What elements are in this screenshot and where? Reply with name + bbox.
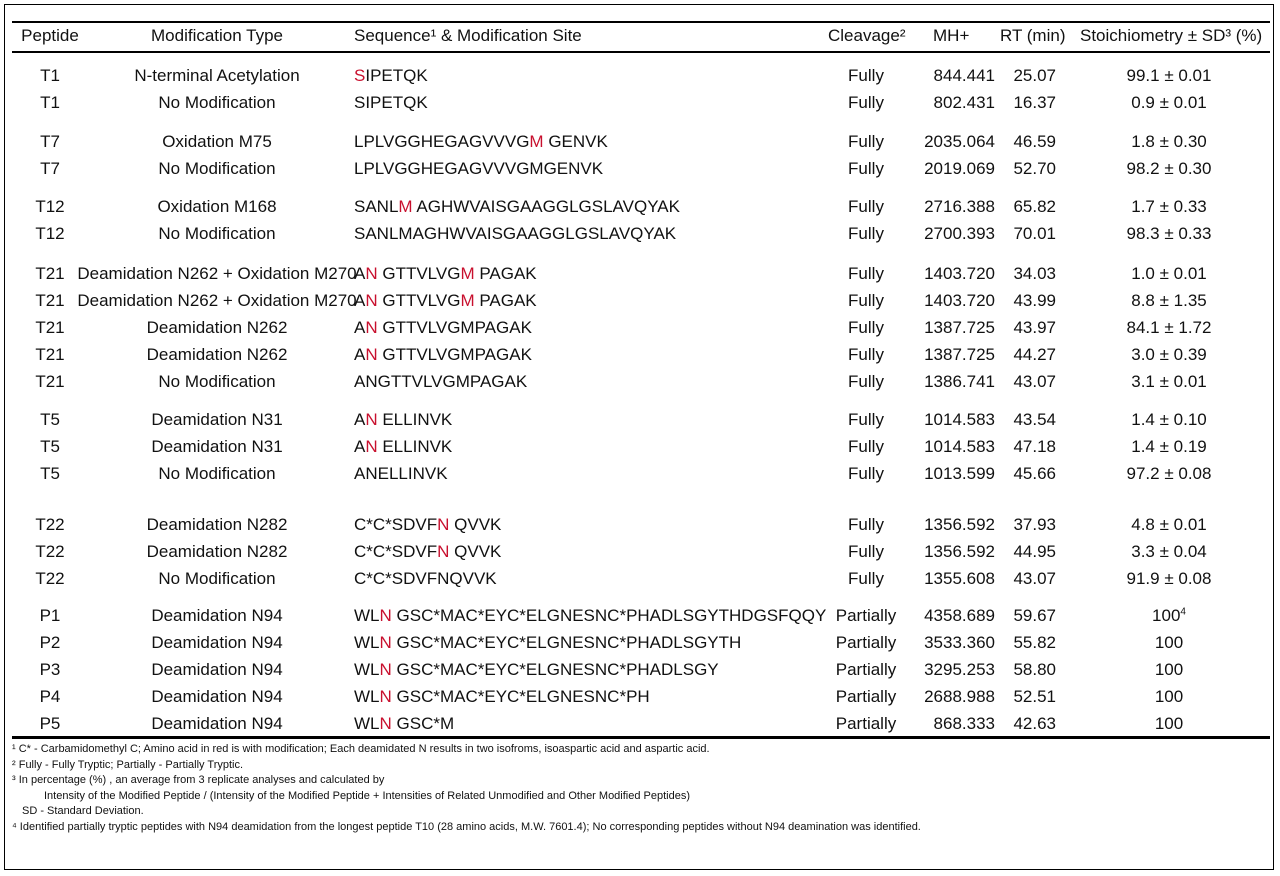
cell-modification-type: Deamidation N94 bbox=[151, 633, 283, 652]
cell-sequence bbox=[354, 633, 741, 653]
cell-peptide: P4 bbox=[39, 687, 61, 706]
header-cleavage: Cleavage² bbox=[828, 26, 906, 45]
cell-rt: 43.07 bbox=[1013, 569, 1056, 588]
footnote-3-formula: Intensity of the Modified Peptide / (Intensity of the Modified Peptide + Intensities of Related Unmodified and Other Modified Peptides) bbox=[44, 789, 691, 802]
cell-peptide: T22 bbox=[35, 542, 65, 561]
table-row bbox=[0, 345, 1280, 369]
cell-mh: 4358.689 bbox=[924, 606, 995, 625]
cell-mh: 3533.360 bbox=[924, 633, 995, 652]
sequence-segment: QVVK bbox=[449, 542, 502, 561]
cell-rt: 43.99 bbox=[1013, 291, 1056, 310]
sequence-segment: SIPETQK bbox=[354, 93, 428, 112]
sequence-segment: ELLINVK bbox=[377, 437, 453, 456]
table-row bbox=[0, 606, 1280, 630]
cell-mh: 2019.069 bbox=[924, 159, 995, 178]
sequence-segment: GENVK bbox=[543, 132, 608, 151]
sequence-segment: C*C*SDVF bbox=[354, 515, 438, 534]
cell-sequence bbox=[354, 606, 826, 626]
cell-sequence bbox=[354, 687, 650, 707]
cell-stoichiometry bbox=[1078, 345, 1260, 365]
cell-mh: 2716.388 bbox=[924, 197, 995, 216]
table-row bbox=[0, 569, 1280, 593]
sequence-segment: IPETQK bbox=[365, 66, 428, 85]
table-row bbox=[0, 132, 1280, 156]
cell-peptide: P2 bbox=[39, 633, 61, 652]
cell-rt: 47.18 bbox=[1013, 437, 1056, 456]
stoichiometry-value: 100 bbox=[1154, 633, 1184, 652]
sequence-segment: WL bbox=[354, 606, 380, 625]
cell-cleavage: Fully bbox=[848, 437, 884, 456]
cell-rt: 25.07 bbox=[1013, 66, 1056, 85]
cell-rt: 58.80 bbox=[1013, 660, 1056, 679]
cell-modification-type: No Modification bbox=[158, 93, 276, 112]
sequence-segment: A bbox=[354, 318, 366, 337]
cell-stoichiometry bbox=[1078, 197, 1260, 217]
cell-mh: 2035.064 bbox=[924, 132, 995, 151]
table-row bbox=[0, 159, 1280, 183]
header-rt: RT (min) bbox=[1000, 26, 1066, 45]
modified-residue: N bbox=[379, 633, 392, 652]
stoichiometry-value: 1.7 ± 0.33 bbox=[1131, 197, 1207, 216]
cell-cleavage: Fully bbox=[848, 264, 884, 283]
cell-stoichiometry bbox=[1078, 687, 1260, 707]
footnote-marker: 4 bbox=[1180, 606, 1186, 618]
modified-residue: N bbox=[379, 687, 392, 706]
cell-peptide: T12 bbox=[35, 224, 65, 243]
sequence-segment: GTTVLVG bbox=[377, 291, 461, 310]
cell-rt: 52.51 bbox=[1013, 687, 1056, 706]
sequence-segment: A bbox=[354, 437, 366, 456]
cell-stoichiometry bbox=[1078, 93, 1260, 113]
sequence-segment: A bbox=[354, 291, 366, 310]
table-row bbox=[0, 542, 1280, 566]
cell-cleavage: Fully bbox=[848, 372, 884, 391]
modified-residue: N bbox=[437, 542, 450, 561]
modified-residue: N bbox=[379, 606, 392, 625]
cell-sequence bbox=[354, 464, 448, 484]
cell-cleavage: Fully bbox=[848, 132, 884, 151]
cell-stoichiometry bbox=[1078, 159, 1260, 179]
cell-rt: 65.82 bbox=[1013, 197, 1056, 216]
cell-mh: 1014.583 bbox=[924, 410, 995, 429]
table-row bbox=[0, 714, 1280, 738]
cell-peptide: T21 bbox=[35, 372, 65, 391]
cell-cleavage: Fully bbox=[848, 197, 884, 216]
cell-cleavage: Partially bbox=[835, 606, 897, 625]
cell-peptide: T7 bbox=[40, 132, 60, 151]
sequence-segment: C*C*SDVFNQVVK bbox=[354, 569, 497, 588]
stoichiometry-value: 91.9 ± 0.08 bbox=[1126, 569, 1212, 588]
cell-modification-type: Deamidation N31 bbox=[151, 410, 283, 429]
cell-cleavage: Fully bbox=[848, 569, 884, 588]
cell-modification-type: Deamidation N262 bbox=[146, 345, 288, 364]
cell-stoichiometry bbox=[1078, 542, 1260, 562]
sequence-segment: WL bbox=[354, 714, 380, 733]
cell-stoichiometry bbox=[1078, 464, 1260, 484]
cell-peptide: T21 bbox=[35, 345, 65, 364]
cell-modification-type: Oxidation M75 bbox=[162, 132, 272, 151]
cell-cleavage: Fully bbox=[848, 318, 884, 337]
cell-mh: 868.333 bbox=[933, 714, 995, 733]
cell-mh: 1014.583 bbox=[924, 437, 995, 456]
sequence-segment: GSC*MAC*EYC*ELGNESNC*PHADLSGYTHDGSFQQY bbox=[391, 606, 827, 625]
bottom-rule bbox=[12, 736, 1270, 739]
cell-stoichiometry bbox=[1078, 372, 1260, 392]
cell-sequence bbox=[354, 569, 497, 589]
modified-residue: N bbox=[379, 714, 392, 733]
stoichiometry-value: 1.8 ± 0.30 bbox=[1131, 132, 1207, 151]
cell-rt: 44.95 bbox=[1013, 542, 1056, 561]
sequence-segment: ELLINVK bbox=[377, 410, 453, 429]
cell-sequence bbox=[354, 264, 537, 284]
cell-peptide: T5 bbox=[40, 410, 60, 429]
cell-peptide: T5 bbox=[40, 464, 60, 483]
cell-cleavage: Partially bbox=[835, 714, 897, 733]
cell-rt: 42.63 bbox=[1013, 714, 1056, 733]
cell-rt: 59.67 bbox=[1013, 606, 1056, 625]
stoichiometry-value: 100 bbox=[1154, 660, 1184, 679]
sequence-segment: GTTVLVGMPAGAK bbox=[377, 318, 532, 337]
cell-rt: 45.66 bbox=[1013, 464, 1056, 483]
modified-residue: N bbox=[379, 660, 392, 679]
footnote-3-sd: SD - Standard Deviation. bbox=[22, 805, 144, 817]
footnote-3: ³ In percentage (%) , an average from 3 replicate analyses and calculated by bbox=[12, 774, 385, 786]
sequence-segment: WL bbox=[354, 687, 380, 706]
table-row bbox=[0, 464, 1280, 488]
header-rule bbox=[12, 51, 1270, 53]
header-peptide: Peptide bbox=[21, 26, 79, 45]
cell-cleavage: Fully bbox=[848, 159, 884, 178]
cell-rt: 44.27 bbox=[1013, 345, 1056, 364]
modified-residue: N bbox=[365, 264, 378, 283]
cell-rt: 16.37 bbox=[1013, 93, 1056, 112]
stoichiometry-value: 98.3 ± 0.33 bbox=[1126, 224, 1212, 243]
table-row bbox=[0, 93, 1280, 117]
sequence-segment: GSC*MAC*EYC*ELGNESNC*PH bbox=[391, 687, 650, 706]
cell-stoichiometry bbox=[1078, 714, 1260, 734]
table-row bbox=[0, 224, 1280, 248]
stoichiometry-value: 1.4 ± 0.10 bbox=[1131, 410, 1207, 429]
header-sequence: Sequence¹ & Modification Site bbox=[354, 26, 582, 45]
cell-peptide: T7 bbox=[40, 159, 60, 178]
stoichiometry-value: 3.1 ± 0.01 bbox=[1131, 372, 1207, 391]
sequence-segment: A bbox=[354, 264, 366, 283]
table-row bbox=[0, 410, 1280, 434]
cell-sequence bbox=[354, 66, 428, 86]
table-row bbox=[0, 660, 1280, 684]
cell-modification-type: No Modification bbox=[158, 464, 276, 483]
cell-mh: 1403.720 bbox=[924, 264, 995, 283]
stoichiometry-value: 84.1 ± 1.72 bbox=[1126, 318, 1212, 337]
cell-stoichiometry bbox=[1078, 633, 1260, 653]
header-stoichiometry: Stoichiometry ± SD³ (%) bbox=[1080, 26, 1263, 45]
modified-residue: N bbox=[365, 410, 378, 429]
modified-residue: N bbox=[365, 345, 378, 364]
cell-cleavage: Partially bbox=[835, 633, 897, 652]
cell-cleavage: Fully bbox=[848, 345, 884, 364]
table-row bbox=[0, 291, 1280, 315]
sequence-segment: LPLVGGHEGAGVVVG bbox=[354, 132, 530, 151]
cell-sequence bbox=[354, 93, 428, 113]
cell-stoichiometry bbox=[1078, 224, 1260, 244]
stoichiometry-value: 8.8 ± 1.35 bbox=[1131, 291, 1207, 310]
stoichiometry-value: 99.1 ± 0.01 bbox=[1126, 66, 1212, 85]
cell-mh: 1387.725 bbox=[924, 318, 995, 337]
sequence-segment: SANLMAGHWVAISGAAGGLGSLAVQYAK bbox=[354, 224, 677, 243]
cell-modification-type: Deamidation N94 bbox=[151, 714, 283, 733]
cell-sequence bbox=[354, 318, 532, 338]
cell-peptide: T12 bbox=[35, 197, 65, 216]
cell-peptide: P5 bbox=[39, 714, 61, 733]
table-row bbox=[0, 515, 1280, 539]
cell-modification-type: Deamidation N262 + Oxidation M270 bbox=[77, 291, 357, 310]
cell-cleavage: Fully bbox=[848, 93, 884, 112]
cell-sequence bbox=[354, 224, 676, 244]
stoichiometry-value: 100 bbox=[1154, 714, 1184, 733]
cell-sequence bbox=[354, 437, 452, 457]
sequence-segment: QVVK bbox=[449, 515, 502, 534]
cell-rt: 46.59 bbox=[1013, 132, 1056, 151]
sequence-segment: PAGAK bbox=[474, 264, 537, 283]
cell-mh: 2700.393 bbox=[924, 224, 995, 243]
top-rule bbox=[12, 21, 1270, 23]
modified-residue: M bbox=[398, 197, 413, 216]
cell-peptide: P1 bbox=[39, 606, 61, 625]
cell-modification-type: Deamidation N262 + Oxidation M270 bbox=[77, 264, 357, 283]
cell-modification-type: No Modification bbox=[158, 159, 276, 178]
cell-stoichiometry bbox=[1078, 291, 1260, 311]
table-row bbox=[0, 437, 1280, 461]
cell-modification-type: Deamidation N94 bbox=[151, 687, 283, 706]
cell-cleavage: Partially bbox=[835, 687, 897, 706]
modified-residue: M bbox=[460, 264, 475, 283]
cell-modification-type: No Modification bbox=[158, 372, 276, 391]
cell-cleavage: Fully bbox=[848, 410, 884, 429]
stoichiometry-value: 98.2 ± 0.30 bbox=[1126, 159, 1212, 178]
table-row bbox=[0, 197, 1280, 221]
cell-stoichiometry bbox=[1078, 437, 1260, 457]
footnote-1: ¹ C* - Carbamidomethyl C; Amino acid in red is with modification; Each deamidated N results in two isofroms, isoaspartic acid and aspartic acid. bbox=[12, 743, 710, 755]
cell-cleavage: Fully bbox=[848, 515, 884, 534]
sequence-segment: C*C*SDVF bbox=[354, 542, 438, 561]
cell-sequence bbox=[354, 291, 537, 311]
cell-stoichiometry bbox=[1078, 569, 1260, 589]
table-row bbox=[0, 687, 1280, 711]
cell-sequence bbox=[354, 410, 452, 430]
cell-sequence bbox=[354, 372, 527, 392]
cell-sequence bbox=[354, 542, 501, 562]
cell-stoichiometry bbox=[1078, 606, 1260, 626]
sequence-segment: GSC*MAC*EYC*ELGNESNC*PHADLSGYTH bbox=[391, 633, 742, 652]
modified-residue: N bbox=[365, 318, 378, 337]
cell-mh: 1356.592 bbox=[924, 515, 995, 534]
sequence-segment: A bbox=[354, 410, 366, 429]
cell-mh: 1386.741 bbox=[924, 372, 995, 391]
stoichiometry-value: 1.0 ± 0.01 bbox=[1131, 264, 1207, 283]
cell-peptide: P3 bbox=[39, 660, 61, 679]
cell-rt: 55.82 bbox=[1013, 633, 1056, 652]
stoichiometry-value: 1.4 ± 0.19 bbox=[1131, 437, 1207, 456]
cell-sequence bbox=[354, 660, 719, 680]
modified-residue: N bbox=[437, 515, 450, 534]
stoichiometry-value: 4.8 ± 0.01 bbox=[1131, 515, 1207, 534]
cell-stoichiometry bbox=[1078, 132, 1260, 152]
modified-residue: N bbox=[365, 291, 378, 310]
stoichiometry-value: 3.0 ± 0.39 bbox=[1131, 345, 1207, 364]
cell-sequence bbox=[354, 159, 603, 179]
cell-rt: 43.54 bbox=[1013, 410, 1056, 429]
cell-stoichiometry bbox=[1078, 660, 1260, 680]
cell-cleavage: Fully bbox=[848, 542, 884, 561]
cell-stoichiometry bbox=[1078, 515, 1260, 535]
cell-modification-type: N-terminal Acetylation bbox=[134, 66, 300, 85]
cell-rt: 37.93 bbox=[1013, 515, 1056, 534]
modified-residue: S bbox=[354, 66, 366, 85]
cell-cleavage: Fully bbox=[848, 464, 884, 483]
cell-modification-type: Deamidation N282 bbox=[146, 515, 288, 534]
cell-modification-type: Deamidation N262 bbox=[146, 318, 288, 337]
cell-stoichiometry bbox=[1078, 318, 1260, 338]
sequence-segment: ANGTTVLVGMPAGAK bbox=[354, 372, 528, 391]
cell-sequence bbox=[354, 132, 608, 152]
stoichiometry-value: 97.2 ± 0.08 bbox=[1126, 464, 1212, 483]
modified-residue: M bbox=[460, 291, 475, 310]
table-row bbox=[0, 372, 1280, 396]
cell-mh: 3295.253 bbox=[924, 660, 995, 679]
cell-peptide: T1 bbox=[40, 93, 60, 112]
cell-cleavage: Partially bbox=[835, 660, 897, 679]
cell-peptide: T21 bbox=[35, 291, 65, 310]
cell-mh: 844.441 bbox=[933, 66, 995, 85]
cell-sequence bbox=[354, 515, 501, 535]
table-row bbox=[0, 264, 1280, 288]
cell-rt: 43.97 bbox=[1013, 318, 1056, 337]
cell-cleavage: Fully bbox=[848, 66, 884, 85]
cell-peptide: T21 bbox=[35, 264, 65, 283]
table-row bbox=[0, 66, 1280, 90]
cell-mh: 1356.592 bbox=[924, 542, 995, 561]
cell-modification-type: Deamidation N282 bbox=[146, 542, 288, 561]
sequence-segment: AGHWVAISGAAGGLGSLAVQYAK bbox=[412, 197, 680, 216]
cell-cleavage: Fully bbox=[848, 224, 884, 243]
cell-rt: 70.01 bbox=[1013, 224, 1056, 243]
cell-mh: 1355.608 bbox=[924, 569, 995, 588]
sequence-segment: GTTVLVG bbox=[377, 264, 461, 283]
cell-peptide: T21 bbox=[35, 318, 65, 337]
sequence-segment: GSC*MAC*EYC*ELGNESNC*PHADLSGY bbox=[391, 660, 719, 679]
footnote-4: ⁴ Identified partially tryptic peptides with N94 deamidation from the longest peptide T10 (28 amino acids, M.W. 7601.4); No corresponding peptides without N94 deamination was identified. bbox=[12, 820, 921, 833]
cell-rt: 52.70 bbox=[1013, 159, 1056, 178]
cell-stoichiometry bbox=[1078, 410, 1260, 430]
stoichiometry-value: 100 bbox=[1152, 606, 1181, 625]
sequence-segment: SANL bbox=[354, 197, 399, 216]
footnote-2: ² Fully - Fully Tryptic; Partially - Partially Tryptic. bbox=[12, 758, 244, 771]
cell-mh: 1403.720 bbox=[924, 291, 995, 310]
modified-residue: M bbox=[529, 132, 544, 151]
cell-peptide: T5 bbox=[40, 437, 60, 456]
stoichiometry-value: 0.9 ± 0.01 bbox=[1131, 93, 1207, 112]
cell-sequence bbox=[354, 197, 680, 217]
cell-mh: 1013.599 bbox=[924, 464, 995, 483]
stoichiometry-value: 100 bbox=[1154, 687, 1184, 706]
cell-modification-type: No Modification bbox=[158, 224, 276, 243]
cell-stoichiometry bbox=[1078, 264, 1260, 284]
sequence-segment: ANELLINVK bbox=[354, 464, 448, 483]
cell-mh: 802.431 bbox=[933, 93, 995, 112]
stoichiometry-value: 3.3 ± 0.04 bbox=[1131, 542, 1207, 561]
cell-modification-type: Deamidation N94 bbox=[151, 606, 283, 625]
sequence-segment: A bbox=[354, 345, 366, 364]
sequence-segment: PAGAK bbox=[474, 291, 537, 310]
cell-sequence bbox=[354, 714, 454, 734]
footnotes bbox=[12, 742, 921, 835]
sequence-segment: LPLVGGHEGAGVVVGMGENVK bbox=[354, 159, 604, 178]
header-mh: MH+ bbox=[933, 26, 970, 45]
cell-modification-type: Deamidation N94 bbox=[151, 660, 283, 679]
cell-modification-type: No Modification bbox=[158, 569, 276, 588]
sequence-segment: GTTVLVGMPAGAK bbox=[377, 345, 532, 364]
sequence-segment: WL bbox=[354, 633, 380, 652]
table-row bbox=[0, 633, 1280, 657]
sequence-segment: GSC*M bbox=[391, 714, 455, 733]
modified-residue: N bbox=[365, 437, 378, 456]
table-row bbox=[0, 318, 1280, 342]
table-header bbox=[0, 26, 1280, 48]
cell-stoichiometry bbox=[1078, 66, 1260, 86]
cell-peptide: T22 bbox=[35, 515, 65, 534]
cell-modification-type: Deamidation N31 bbox=[151, 437, 283, 456]
cell-mh: 2688.988 bbox=[924, 687, 995, 706]
cell-rt: 43.07 bbox=[1013, 372, 1056, 391]
cell-peptide: T22 bbox=[35, 569, 65, 588]
cell-peptide: T1 bbox=[40, 66, 60, 85]
cell-rt: 34.03 bbox=[1013, 264, 1056, 283]
cell-cleavage: Fully bbox=[848, 291, 884, 310]
cell-mh: 1387.725 bbox=[924, 345, 995, 364]
cell-sequence bbox=[354, 345, 532, 365]
sequence-segment: WL bbox=[354, 660, 380, 679]
cell-modification-type: Oxidation M168 bbox=[157, 197, 277, 216]
header-modification-type: Modification Type bbox=[151, 26, 283, 45]
